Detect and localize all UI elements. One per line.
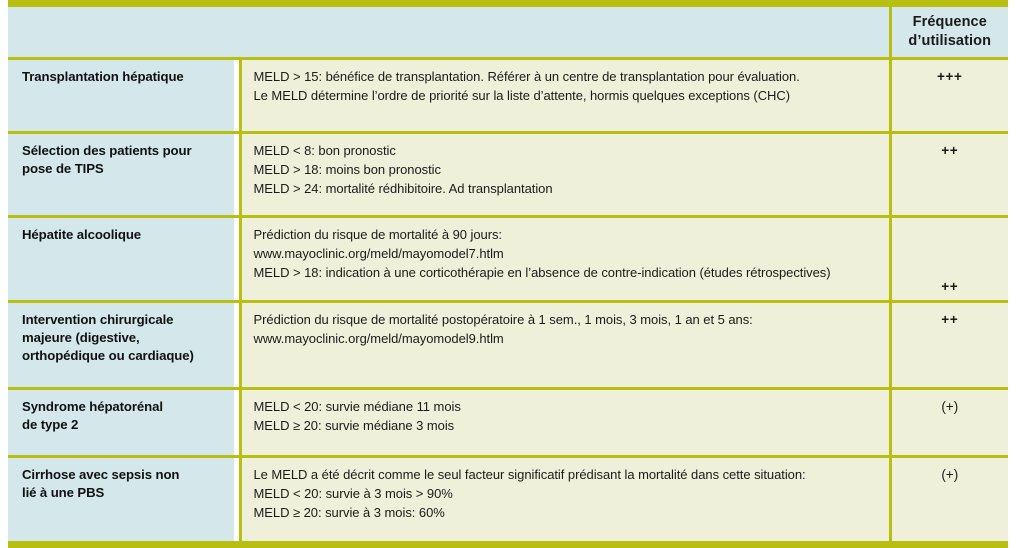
category-line: pose de TIPS (22, 160, 104, 176)
category-line: Transplantation hépatique (22, 69, 184, 84)
table-row (8, 389, 1008, 457)
table-row (8, 217, 1008, 302)
category-line: Hépatite alcoolique (22, 227, 142, 242)
row-category-cirrhose-sepsis (8, 457, 234, 545)
category-line: Syndrome hépatorénal (22, 399, 163, 414)
row-description-selection-tips (240, 133, 890, 217)
frequency-value: (+) (941, 467, 959, 482)
table-row (8, 302, 1008, 389)
header-frequency-label-line1: Fréquence (912, 13, 987, 30)
row-category-syndrome-hepatorenal (8, 389, 234, 457)
category-line: de type 2 (22, 416, 79, 432)
row-description-intervention-chirurgicale (240, 302, 890, 389)
description-line: MELD < 20: survie médiane 11 mois (253, 399, 461, 414)
meld-indications-table (8, 0, 1008, 548)
row-category-intervention-chirurgicale (8, 302, 234, 389)
row-frequency-transplantation-hepatique (890, 59, 1008, 133)
category-line: Sélection des patients pour (22, 143, 192, 158)
row-frequency-cirrhose-sepsis (890, 457, 1008, 545)
frequency-value: +++ (937, 69, 963, 84)
description-line: MELD > 15: bénéfice de transplantation. Référer à un centre de transplantation pour évaluation. (253, 69, 800, 84)
category-line: Intervention chirurgicale (22, 312, 174, 327)
row-category-hepatite-alcoolique (8, 217, 234, 302)
header-frequency-label-line2: d’utilisation (908, 33, 992, 49)
row-frequency-syndrome-hepatorenal (890, 389, 1008, 457)
description-line: MELD > 24: mortalité rédhibitoire. Ad transplantation (253, 180, 553, 196)
description-line: MELD < 8: bon pronostic (253, 143, 396, 158)
description-line: Le MELD détermine l’ordre de priorité sur la liste d’attente, hormis quelques exceptions (CHC) (253, 87, 790, 103)
frequency-value: ++ (941, 143, 959, 158)
row-category-transplantation-hepatique (8, 59, 234, 133)
row-frequency-hepatite-alcoolique (890, 217, 1008, 302)
table-header (8, 4, 1008, 59)
frequency-value: (+) (941, 399, 959, 414)
table-row (8, 133, 1008, 217)
table-row (8, 457, 1008, 545)
description-line: Le MELD a été décrit comme le seul facteur significatif prédisant la mortalité dans cette situation: (253, 467, 806, 482)
row-description-cirrhose-sepsis (240, 457, 890, 545)
description-line: www.mayoclinic.org/meld/mayomodel7.htlm (253, 245, 504, 261)
frequency-value: ++ (941, 312, 959, 327)
description-line: MELD ≥ 20: survie à 3 mois: 60% (253, 504, 445, 520)
row-description-transplantation-hepatique (240, 59, 890, 133)
description-line: MELD < 20: survie à 3 mois > 90% (253, 485, 453, 501)
row-description-syndrome-hepatorenal (240, 389, 890, 457)
description-line: MELD > 18: moins bon pronostic (253, 161, 441, 177)
description-line: www.mayoclinic.org/meld/mayomodel9.htlm (253, 330, 504, 346)
row-frequency-intervention-chirurgicale (890, 302, 1008, 389)
category-line: Cirrhose avec sepsis non (22, 467, 180, 482)
category-line: lié à une PBS (22, 484, 105, 500)
description-line: MELD > 18: indication à une corticothérapie en l’absence de contre-indication (études rétrospectives) (253, 264, 831, 280)
row-description-hepatite-alcoolique (240, 217, 890, 302)
header-cell-frequency (890, 4, 1008, 59)
category-line: orthopédique ou cardiaque) (22, 347, 194, 363)
header-cell-description (240, 4, 890, 59)
category-line: majeure (digestive, (22, 329, 140, 345)
row-frequency-selection-tips (890, 133, 1008, 217)
row-category-selection-tips (8, 133, 234, 217)
header-category-label (8, 7, 234, 57)
table-row (8, 59, 1008, 133)
table-body (8, 59, 1008, 545)
description-line: Prédiction du risque de mortalité postopératoire à 1 sem., 1 mois, 3 mois, 1 an et 5 ans: (253, 312, 753, 327)
frequency-value: ++ (941, 279, 959, 294)
description-line: MELD ≥ 20: survie médiane 3 mois (253, 417, 455, 433)
header-cell-category (8, 4, 234, 59)
description-line: Prédiction du risque de mortalité à 90 jours: (253, 227, 502, 242)
header-row (8, 4, 1008, 59)
